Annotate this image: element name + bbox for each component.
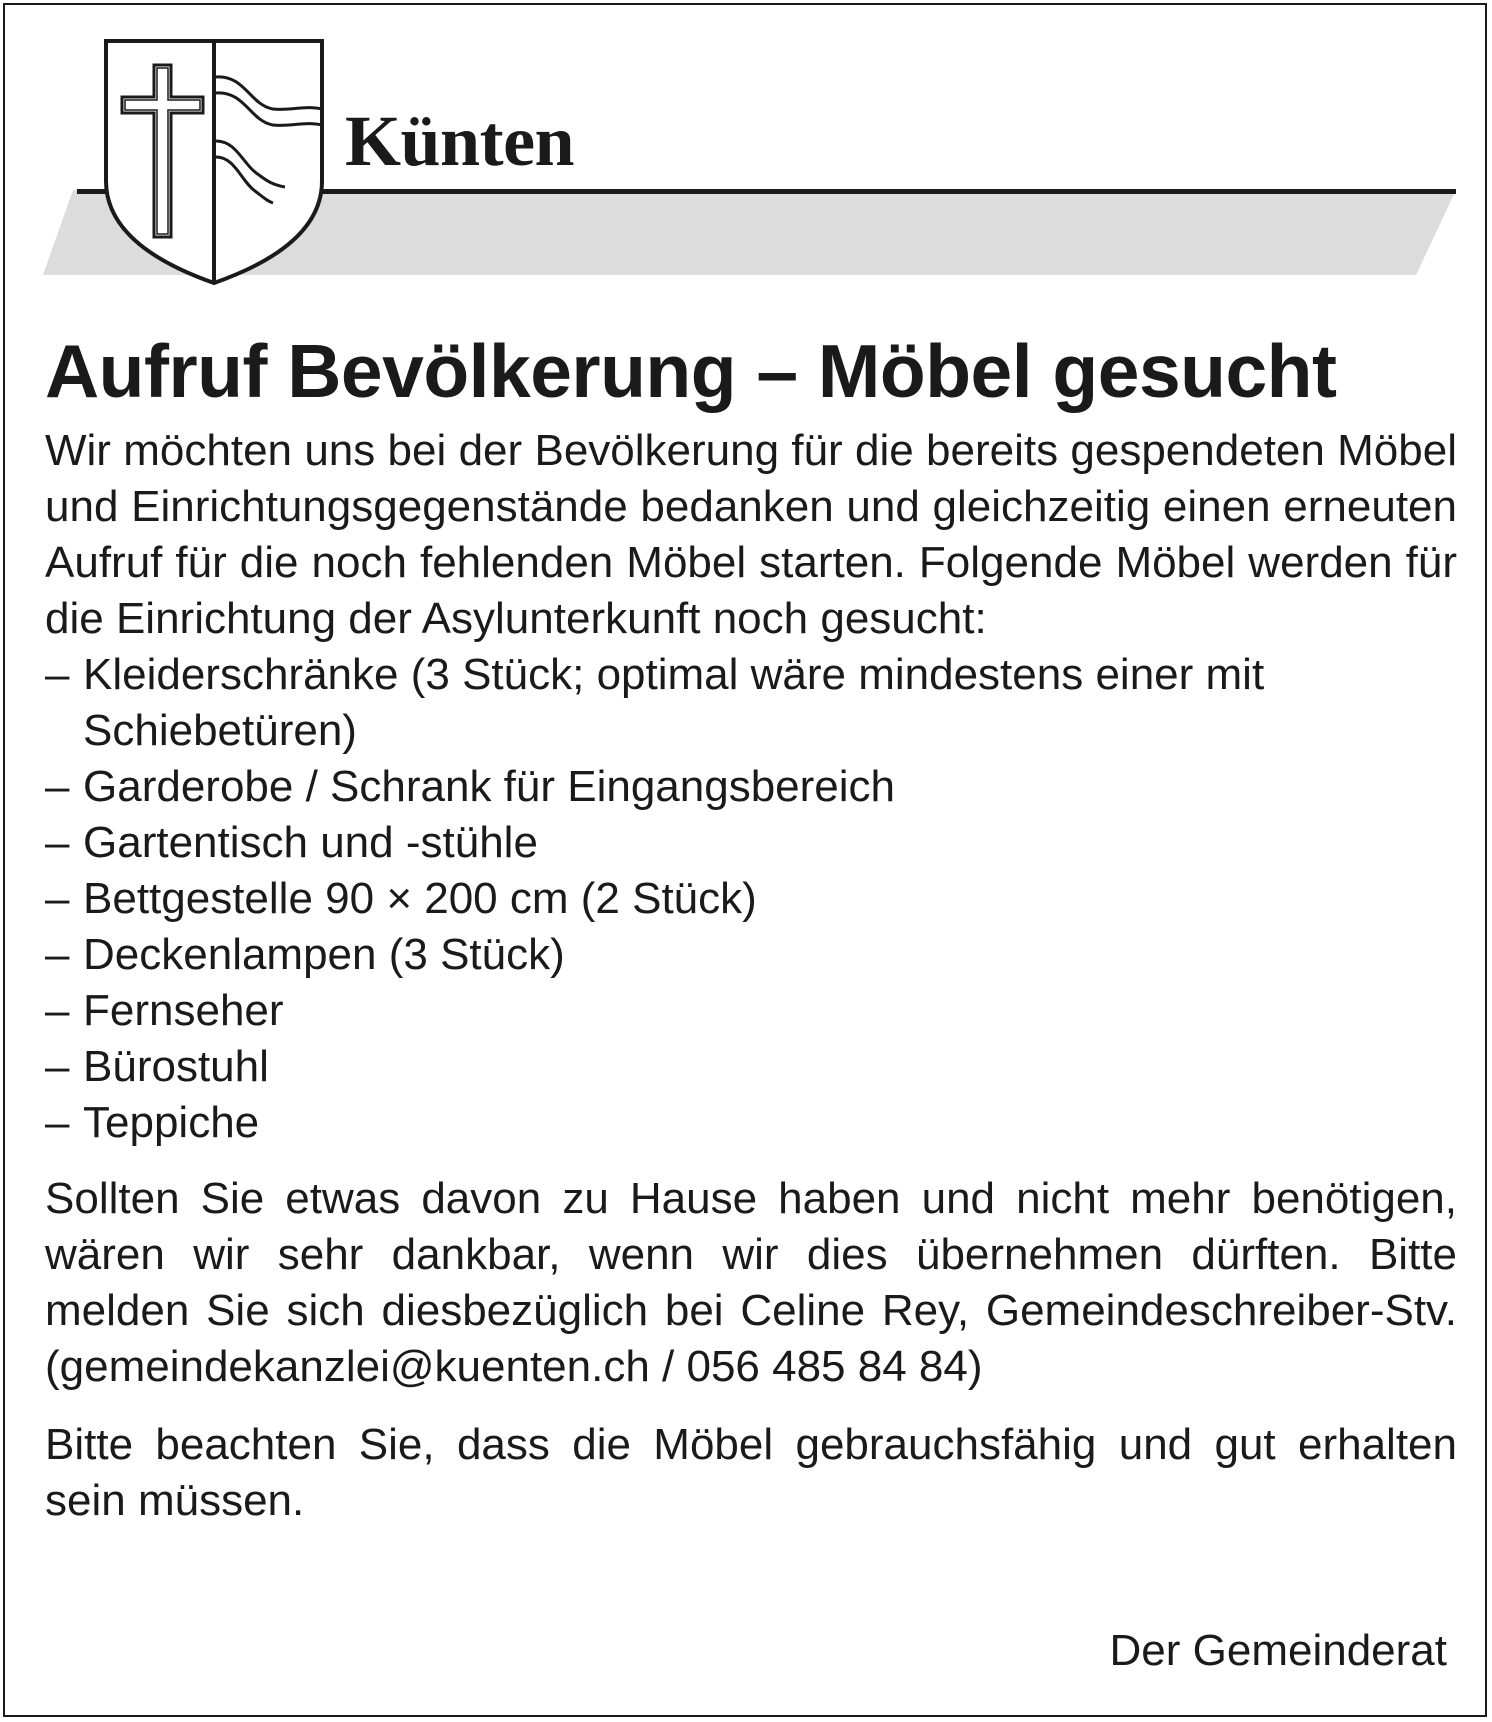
furniture-list: [45, 647, 1457, 1151]
contact-paragraph: Sollten Sie etwas davon zu Hause haben und nicht mehr benötigen, wären wir sehr dankbar, wenn wir dies übernehmen dürften. Bitte melden Sie sich diesbezüglich bei Celine Rey, Gemeindeschreiber-Stv. (gemeindekanzlei@kuenten.ch / 056 485 84 84): [45, 1173, 1457, 1391]
list-item-text: Garderobe / Schrank für Eingangsbereich: [83, 761, 896, 811]
notice-frame: [3, 3, 1487, 1717]
list-item: [45, 647, 1457, 759]
list-item-text: Bürostuhl: [83, 1041, 269, 1091]
list-item-text: Fernseher: [83, 985, 284, 1035]
note-paragraph: Bitte beachten Sie, dass die Möbel gebrauchsfähig und gut erhalten sein müssen.: [45, 1419, 1457, 1525]
list-dash: –: [45, 929, 70, 979]
header-graphic: [5, 5, 1489, 305]
list-item: [45, 983, 1457, 1039]
municipality-header: [5, 5, 1489, 305]
notice-body: [45, 330, 1457, 1529]
list-item: [45, 1095, 1457, 1151]
notice-title: Aufruf Bevölkerung – Möbel gesucht: [45, 329, 1337, 413]
list-item: [45, 871, 1457, 927]
list-item-text: Gartentisch und -stühle: [83, 817, 538, 867]
list-item: [45, 927, 1457, 983]
list-dash: –: [45, 817, 70, 867]
list-dash: –: [45, 985, 70, 1035]
list-item: [45, 815, 1457, 871]
list-dash: –: [45, 649, 70, 699]
list-item: [45, 1039, 1457, 1095]
list-dash: –: [45, 873, 70, 923]
list-item-text: Deckenlampen (3 Stück): [83, 929, 565, 979]
list-item-text: Kleiderschränke (3 Stück; optimal wäre mindestens einer mit Schiebetüren): [83, 649, 1265, 755]
signature: Der Gemeinderat: [1109, 1626, 1447, 1675]
list-dash: –: [45, 1097, 70, 1147]
town-name: Künten: [345, 101, 575, 181]
list-item-text: Teppiche: [83, 1097, 260, 1147]
list-item: [45, 759, 1457, 815]
list-dash: –: [45, 1041, 70, 1091]
intro-paragraph: Wir möchten uns bei der Bevölkerung für die bereits gespendeten Möbel und Einrichtungsgegenstände bedanken und gleichzeitig einen erneuten Aufruf für die noch fehlenden Möbel starten. Folgende Möbel werden für die Einrichtung der Asylunterkunft noch gesucht:: [45, 425, 1457, 643]
list-dash: –: [45, 761, 70, 811]
list-item-text: Bettgestelle 90 × 200 cm (2 Stück): [83, 873, 757, 923]
